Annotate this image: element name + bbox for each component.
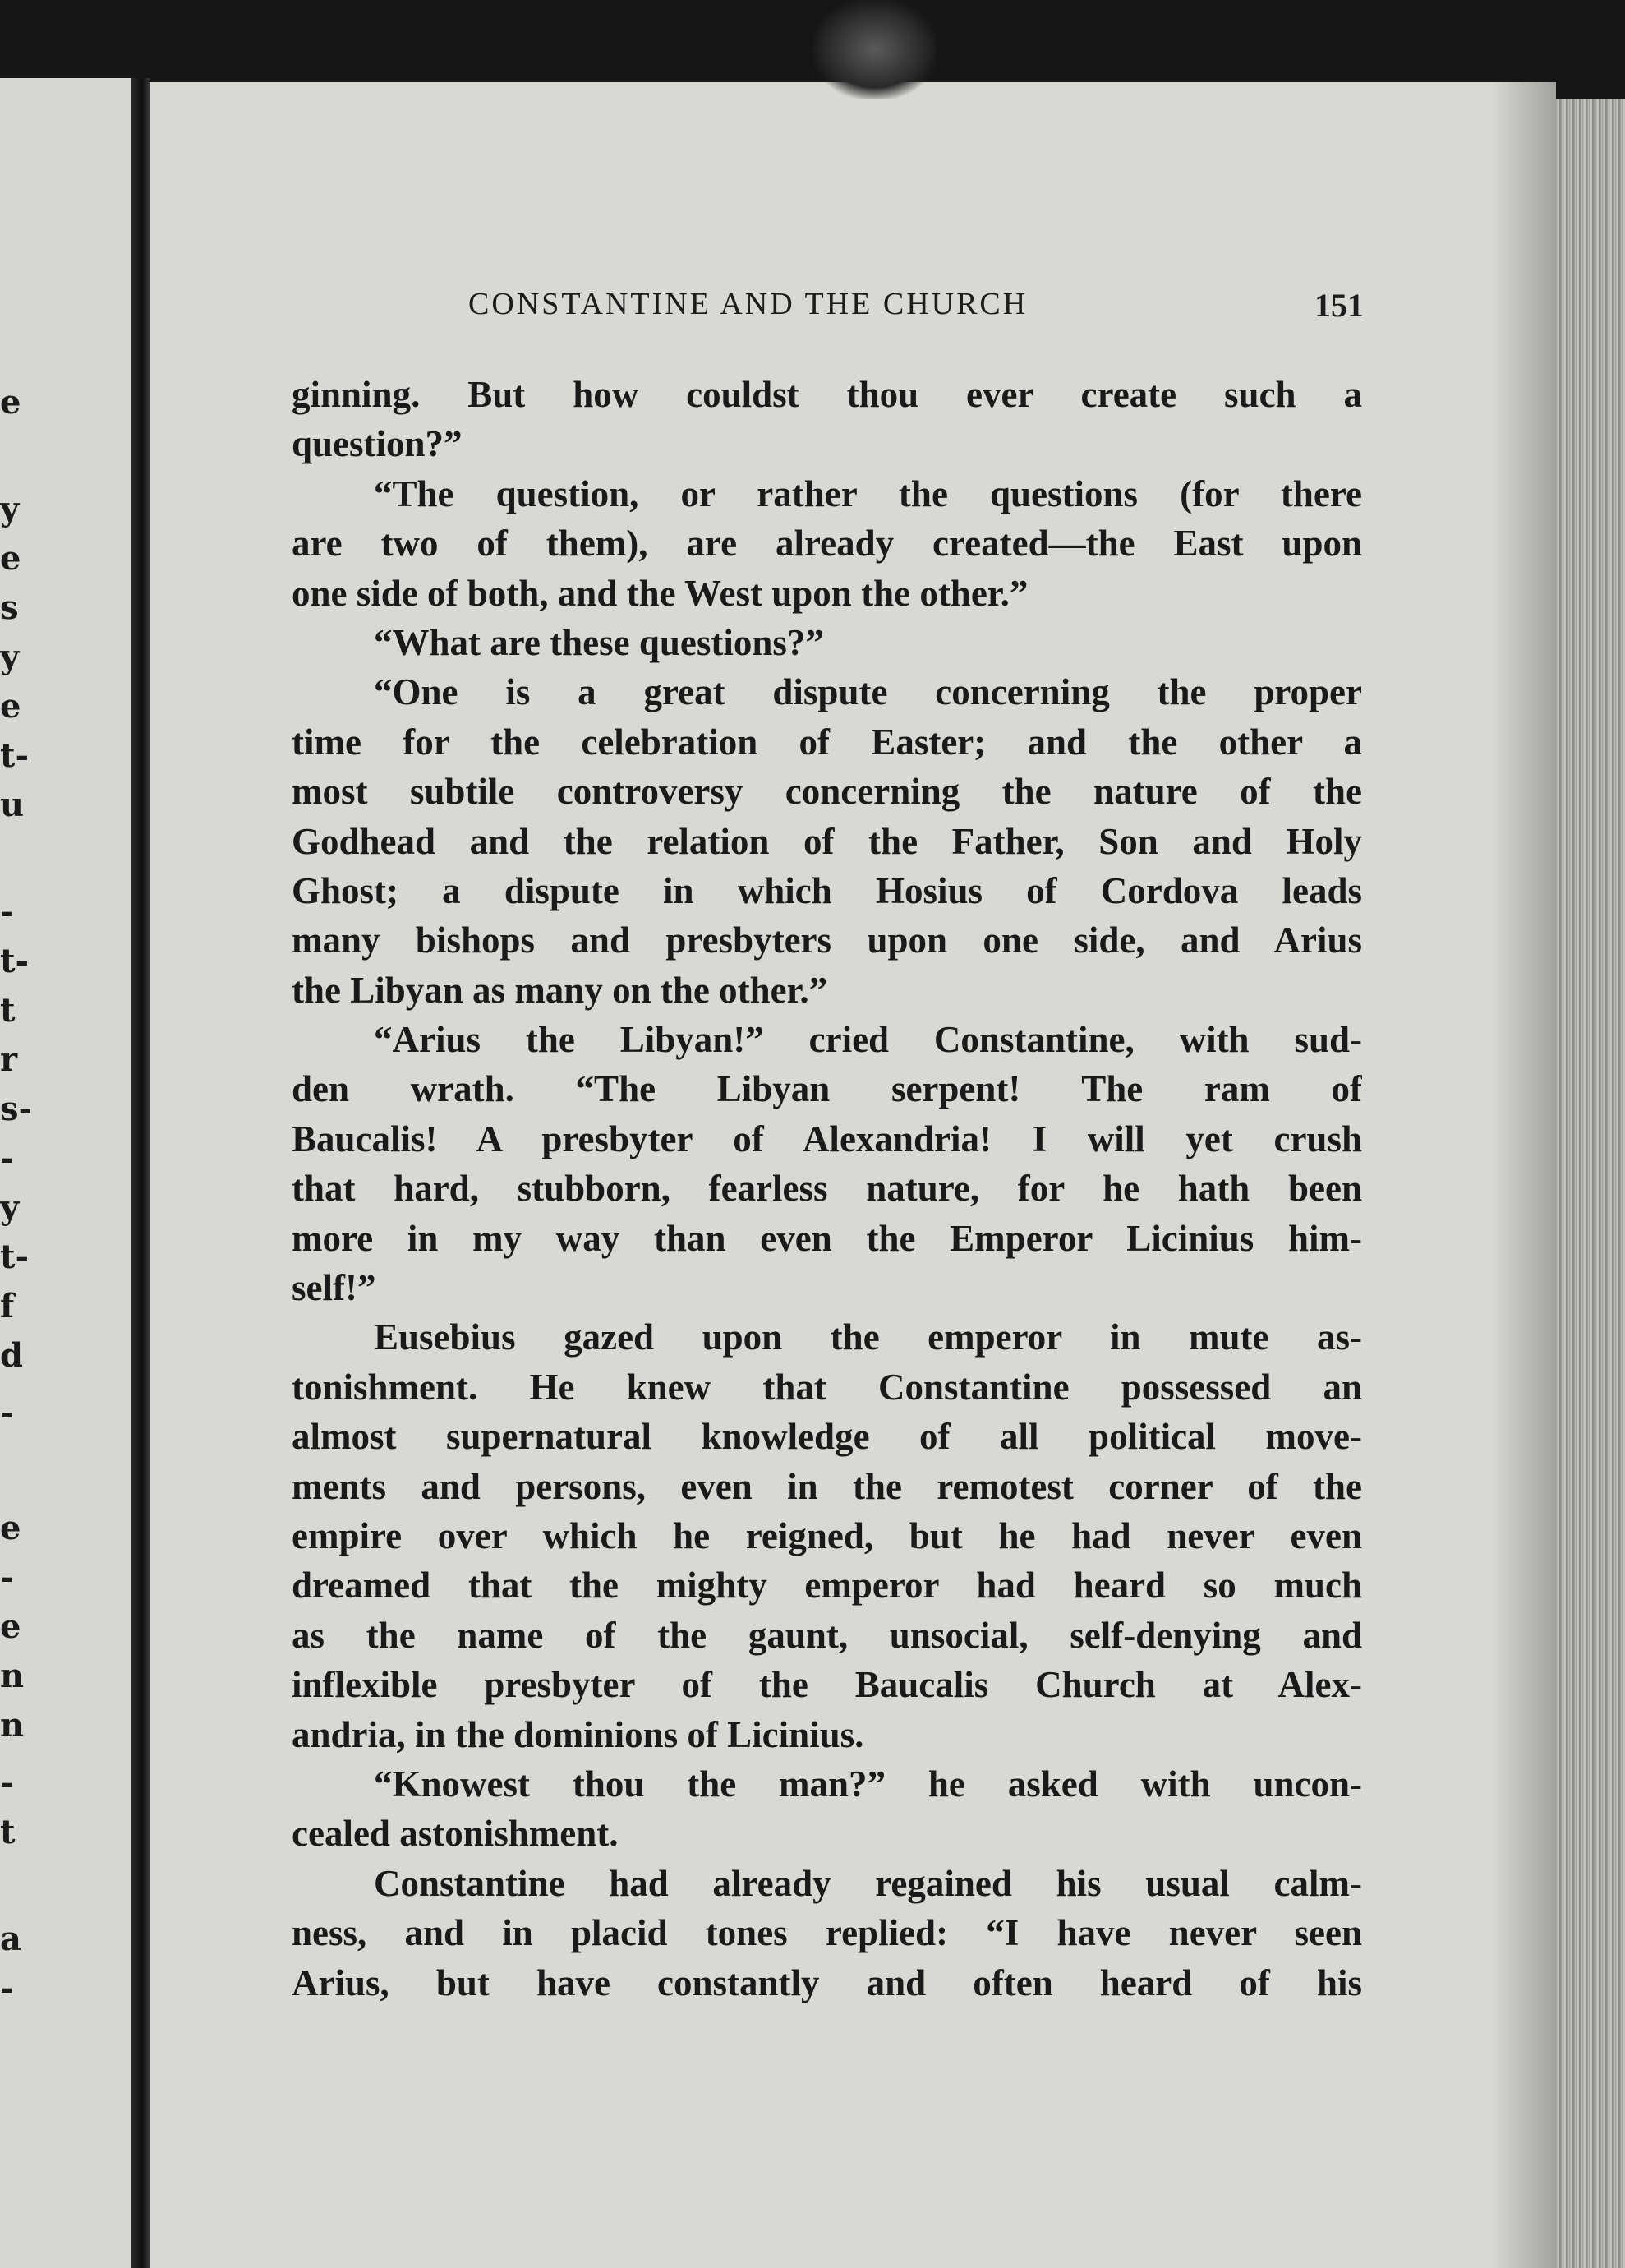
text-line: as the name of the gaunt, unsocial, self-denying and bbox=[292, 1614, 1362, 1656]
facing-page-fragment: d bbox=[0, 1336, 23, 1375]
text-line: “One is a great dispute concerning the proper bbox=[374, 671, 1362, 713]
body-text bbox=[292, 370, 1362, 2008]
text-line: Constantine had already regained his usual calm- bbox=[374, 1862, 1362, 1904]
text-line: den wrath. “The Libyan serpent! The ram of bbox=[292, 1068, 1362, 1110]
text-line: almost supernatural knowledge of all political move- bbox=[292, 1416, 1362, 1458]
facing-page-fragment: e bbox=[0, 1509, 21, 1547]
text-line: most subtile controversy concerning the nature of the bbox=[292, 771, 1362, 813]
facing-page-fragment: e bbox=[0, 539, 21, 578]
text-line: the Libyan as many on the other.” bbox=[292, 969, 828, 1011]
text-line: tonishment. He knew that Constantine possessed an bbox=[292, 1366, 1362, 1408]
facing-page-fragment: y bbox=[0, 1188, 20, 1227]
facing-page-fragment: - bbox=[0, 892, 14, 931]
text-line: “Arius the Libyan!” cried Constantine, with sud- bbox=[374, 1019, 1362, 1061]
facing-page-fragment: n bbox=[0, 1706, 25, 1745]
page-stack-edge bbox=[1556, 99, 1625, 2268]
facing-page-fragment: n bbox=[0, 1657, 25, 1695]
facing-page-fragment: e bbox=[0, 1607, 21, 1646]
page-curl-shadow bbox=[1490, 82, 1556, 2268]
facing-page-fragment: f bbox=[0, 1287, 15, 1325]
text-line: many bishops and presbyters upon one side, and Arius bbox=[292, 920, 1362, 961]
text-line: self!” bbox=[292, 1267, 376, 1309]
text-line: Baucalis! A presbyter of Alexandria! I will yet crush bbox=[292, 1118, 1362, 1159]
text-line: empire over which he reigned, but he had never even bbox=[292, 1514, 1362, 1556]
facing-page-fragment: a bbox=[0, 1920, 21, 1958]
text-line: Eusebius gazed upon the emperor in mute as- bbox=[374, 1316, 1362, 1358]
text-line: one side of both, and the West upon the other.” bbox=[292, 572, 1029, 614]
text-line: ness, and in placid tones replied: “I have never seen bbox=[292, 1912, 1362, 1954]
facing-page-fragment: - bbox=[0, 1969, 14, 2008]
facing-page-fragment: t- bbox=[0, 942, 30, 980]
book-gutter bbox=[131, 78, 150, 2268]
text-line: ginning. But how couldst thou ever create such a bbox=[292, 374, 1362, 415]
page-number: 151 bbox=[1314, 287, 1364, 324]
facing-page-fragment: - bbox=[0, 1394, 14, 1432]
facing-page-fragment: t- bbox=[0, 1238, 30, 1276]
facing-page-fragment: t- bbox=[0, 736, 30, 775]
text-line: andria, in the dominions of Licinius. bbox=[292, 1713, 864, 1755]
facing-page-fragment: s- bbox=[0, 1090, 33, 1128]
text-line: are two of them), are already created—the East upon bbox=[292, 523, 1362, 565]
facing-page-fragment: r bbox=[0, 1040, 18, 1079]
text-line: more in my way than even the Emperor Licinius him- bbox=[292, 1217, 1362, 1259]
text-line: Arius, but have constantly and often heard of his bbox=[292, 1961, 1362, 2003]
text-line: Godhead and the relation of the Father, Son and Holy bbox=[292, 820, 1362, 862]
facing-page-fragment: - bbox=[0, 1558, 14, 1597]
text-line: time for the celebration of Easter; and the other a bbox=[292, 721, 1362, 763]
text-line: question?” bbox=[292, 423, 463, 465]
facing-page-fragment: t bbox=[0, 1813, 16, 1851]
text-line: ments and persons, even in the remotest corner of the bbox=[292, 1465, 1362, 1507]
facing-page-text-fragments bbox=[0, 0, 33, 2268]
facing-page-fragment: - bbox=[0, 1139, 14, 1178]
text-line: “What are these questions?” bbox=[374, 621, 824, 663]
scan-artifact bbox=[813, 0, 937, 99]
text-line: dreamed that the mighty emperor had heard so much bbox=[292, 1565, 1362, 1606]
facing-page-fragment: - bbox=[0, 1763, 14, 1802]
text-line: “The question, or rather the questions (for there bbox=[374, 472, 1362, 514]
facing-page-fragment: t bbox=[0, 991, 16, 1030]
facing-page-fragment: s bbox=[0, 588, 19, 627]
text-line: cealed astonishment. bbox=[292, 1813, 619, 1855]
facing-page-fragment: e bbox=[0, 687, 21, 726]
facing-page-fragment: e bbox=[0, 383, 21, 422]
text-line: inflexible presbyter of the Baucalis Church at Alex- bbox=[292, 1664, 1362, 1706]
running-head: CONSTANTINE AND THE CHURCH bbox=[468, 287, 1029, 321]
facing-page-fragment: u bbox=[0, 786, 25, 824]
text-line: “Knowest thou the man?” he asked with uncon- bbox=[374, 1763, 1362, 1805]
text-line: that hard, stubborn, fearless nature, for he hath been bbox=[292, 1168, 1362, 1210]
facing-page-fragment: y bbox=[0, 490, 20, 528]
facing-page-fragment: y bbox=[0, 638, 20, 676]
text-line: Ghost; a dispute in which Hosius of Cordova leads bbox=[292, 869, 1362, 911]
